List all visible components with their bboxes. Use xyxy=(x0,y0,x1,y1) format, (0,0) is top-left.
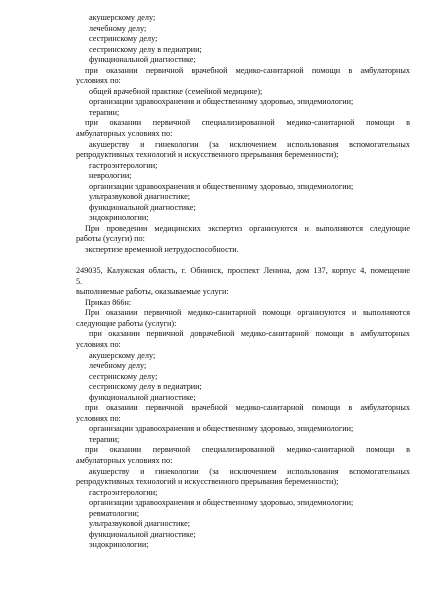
text-line: ультразвуковой диагностике; xyxy=(89,192,191,202)
text-line: ультразвуковой диагностике; xyxy=(89,519,191,529)
text-line: Приказ 866н: xyxy=(85,297,132,307)
text-line: акушерскому делу; xyxy=(89,350,156,360)
text-line: 249035, Калужская область, г. Обнинск, проспект Ленина, дом 137, корпус 4, помещение xyxy=(76,266,410,276)
text-line: терапии; xyxy=(89,107,120,117)
text-line: экспертизе временной нетрудоспособности. xyxy=(85,245,239,255)
text-line: 5. xyxy=(76,276,83,286)
text-line: условиях по: xyxy=(76,76,121,86)
text-line: функциональной диагностике; xyxy=(89,202,196,212)
text-line: условиях по: xyxy=(76,339,121,349)
text-line: организации здравоохранения и общественному здоровью, эпидемиологии; xyxy=(89,97,354,107)
text-line: неврологии; xyxy=(89,171,132,181)
text-line: при оказании первичной доврачебной медико-санитарной помощи в амбулаторных xyxy=(89,329,410,339)
text-line: при оказании первичной специализированной медико-санитарной помощи в xyxy=(85,445,410,455)
text-line: при оказании первичной врачебной медико-санитарной помощи в амбулаторных xyxy=(85,403,410,413)
document-body xyxy=(76,13,410,551)
text-line: общей врачебной практике (семейной медицине); xyxy=(89,86,263,96)
text-line: сестринскому делу; xyxy=(89,34,158,44)
text-line: работы (услуги) по: xyxy=(76,234,145,244)
text-line: условиях по: xyxy=(76,413,121,423)
text-line: функциональной диагностике; xyxy=(89,529,196,539)
text-line: акушерскому делу; xyxy=(89,13,156,22)
text-line: функциональной диагностике; xyxy=(89,55,196,65)
text-line: следующие работы (услуги): xyxy=(76,318,177,328)
text-line: при оказании первичной врачебной медико-санитарной помощи в амбулаторных xyxy=(85,65,410,75)
text-line: гастроэнтерологии; xyxy=(89,160,158,170)
blank-line xyxy=(76,256,410,267)
text-line: при оказании первичной специализированной медико-санитарной помощи в xyxy=(85,118,410,128)
text-line: амбулаторных условиях по: xyxy=(76,455,173,465)
text-line: организации здравоохранения и общественному здоровью, эпидемиологии; xyxy=(89,424,354,434)
text-line: акушерству и гинекологии (за исключением использования вспомогательных xyxy=(89,139,410,149)
text-line: При проведении медицинских экспертиз организуются и выполняются следующие xyxy=(85,223,410,233)
text-line: ревматологии; xyxy=(89,508,140,518)
text-line: эндокринологии; xyxy=(89,540,149,550)
text-line: При оказании первичной медико-санитарной помощи организуются и выполняются xyxy=(85,308,410,318)
text-line: амбулаторных условиях по: xyxy=(76,129,173,139)
text-line: сестринскому делу; xyxy=(89,371,158,381)
text-line: лечебному делу; xyxy=(89,23,147,33)
text-line: терапии; xyxy=(89,434,120,444)
text-line: гастроэнтерологии; xyxy=(89,487,158,497)
text-line: функциональной диагностике; xyxy=(89,392,196,402)
text-line: организации здравоохранения и общественному здоровью, эпидемиологии; xyxy=(89,181,354,191)
text-line: сестринскому делу в педиатрии; xyxy=(89,44,202,54)
text-line: репродуктивных технологий и искусственного прерывания беременности); xyxy=(76,477,339,487)
text-line: лечебному делу; xyxy=(89,361,147,371)
text-line: организации здравоохранения и общественному здоровью, эпидемиологии; xyxy=(89,498,354,508)
text-line: эндокринологии; xyxy=(89,213,149,223)
text-line: сестринскому делу в педиатрии; xyxy=(89,382,202,392)
text-line: акушерству и гинекологии (за исключением использования вспомогательных xyxy=(89,466,410,476)
text-line: репродуктивных технологий и искусственного прерывания беременности); xyxy=(76,150,339,160)
text-line: выполняемые работы, оказываемые услуги: xyxy=(76,287,229,297)
